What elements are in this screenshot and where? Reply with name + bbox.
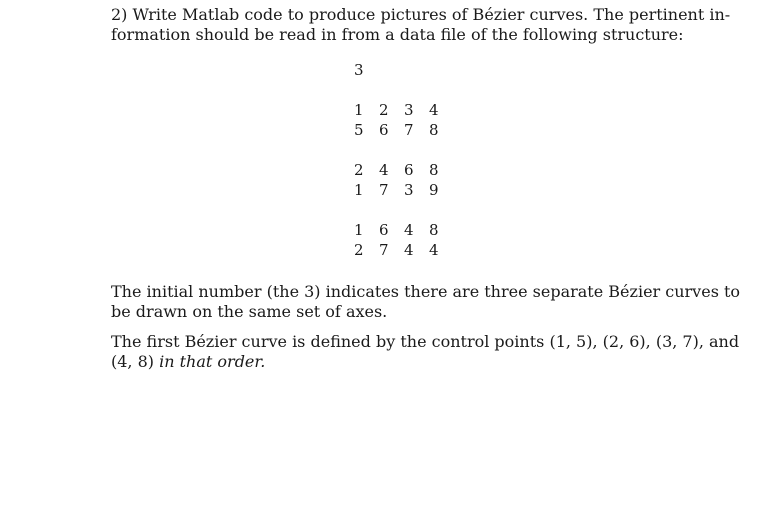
curve-2-matrix [354, 160, 454, 200]
curve-1-matrix [354, 100, 454, 140]
matrix-cell: 1 [354, 221, 364, 239]
matrix-cell: 8 [429, 161, 439, 179]
first-curve-emphasis: in that order. [159, 352, 266, 371]
matrix-row [354, 120, 454, 140]
matrix-cell: 7 [404, 121, 414, 139]
problem-line-2: formation should be read in from a data file of the following structure: [111, 25, 684, 44]
matrix-cell: 3 [404, 181, 414, 199]
matrix-cell: 4 [379, 161, 389, 179]
matrix-cell: 4 [404, 221, 414, 239]
problem-statement [111, 5, 731, 45]
first-curve-last-point: (4, 8) [111, 352, 160, 371]
matrix-row [354, 240, 454, 260]
matrix-row [354, 160, 454, 180]
matrix-cell: 6 [379, 221, 389, 239]
matrix-cell: 1 [354, 181, 364, 199]
matrix-cell: 2 [379, 101, 389, 119]
matrix-row [354, 180, 454, 200]
matrix-cell: 2 [354, 161, 364, 179]
matrix-cell: 6 [379, 121, 389, 139]
explanation-paragraph [111, 282, 741, 322]
matrix-cell: 3 [404, 101, 414, 119]
matrix-cell: 4 [404, 241, 414, 259]
matrix-cell: 4 [429, 101, 439, 119]
problem-line-1: 2) Write Matlab code to produce pictures of Bézier curves. The pertinent in- [111, 5, 731, 24]
matrix-cell: 5 [354, 121, 364, 139]
explanation-line-2: be drawn on the same set of axes. [111, 302, 388, 321]
matrix-cell: 2 [354, 241, 364, 259]
matrix-cell: 8 [429, 121, 439, 139]
matrix-cell: 9 [429, 181, 439, 199]
first-curve-line-1: The first Bézier curve is defined by the control points (1, 5), (2, 6), (3, 7), and [111, 332, 740, 351]
matrix-row [354, 100, 454, 120]
first-curve-paragraph [111, 332, 740, 372]
matrix-cell: 8 [429, 221, 439, 239]
matrix-cell: 6 [404, 161, 414, 179]
matrix-cell: 7 [379, 241, 389, 259]
matrix-cell: 7 [379, 181, 389, 199]
curve-count: 3 [354, 61, 364, 79]
matrix-cell: 1 [354, 101, 364, 119]
matrix-cell: 4 [429, 241, 439, 259]
matrix-row [354, 220, 454, 240]
curve-3-matrix [354, 220, 454, 260]
explanation-line-1: The initial number (the 3) indicates there are three separate Bézier curves to [111, 282, 741, 301]
first-curve-line-2 [111, 352, 689, 372]
